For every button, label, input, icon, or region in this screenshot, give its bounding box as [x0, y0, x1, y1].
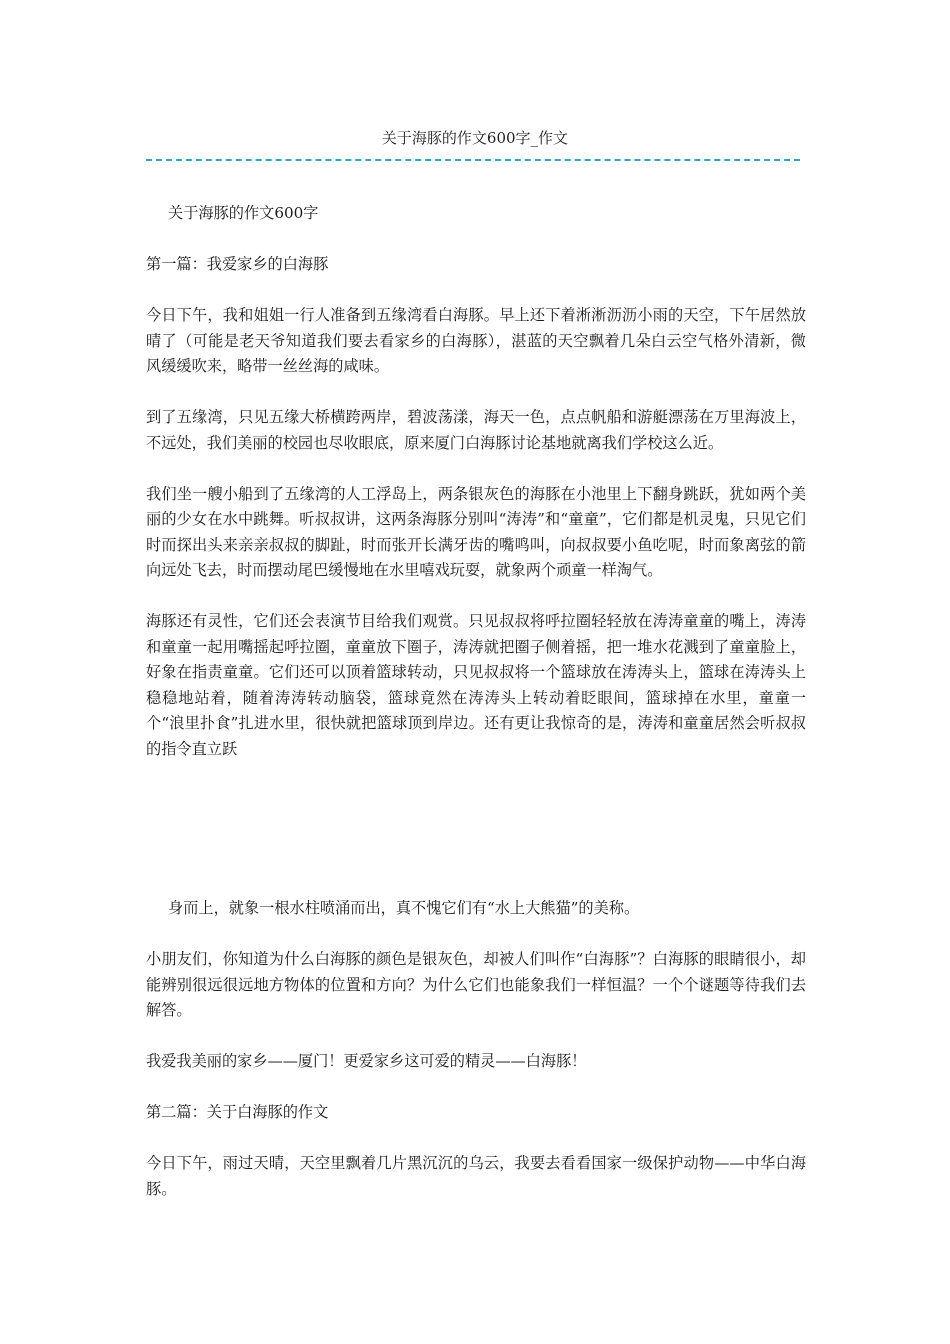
paragraph-7: 我爱我美丽的家乡——厦门！更爱家乡这可爱的精灵——白海豚！	[146, 1052, 587, 1070]
body-block-1	[146, 201, 806, 762]
paragraph-gap	[146, 584, 806, 610]
part2-heading: 第二篇：关于白海豚的作文	[146, 1103, 329, 1121]
document-title: 关于海豚的作文600字_作文	[381, 129, 569, 147]
paragraph-gap	[146, 227, 806, 253]
paragraph-gap	[146, 456, 806, 482]
paragraph-gap	[146, 1126, 806, 1152]
paragraph-gap	[146, 1024, 806, 1050]
body-block-2	[146, 896, 806, 1202]
paragraph-8: 今日下午，雨过天晴，天空里飘着几片黑沉沉的乌云，我要去看看国家一级保护动物——中华白海豚。	[146, 1154, 806, 1198]
section-title: 关于海豚的作文600字	[168, 204, 319, 222]
paragraph-6: 小朋友们，你知道为什么白海豚的颜色是银灰色，却被人们叫作“白海豚”？白海豚的眼睛很小，却能辨别很远很远地方物体的位置和方向？为什么它们也能象我们一样恒温？一个个谜题等待我们去解答。	[146, 950, 806, 1019]
paragraph-gap	[146, 1075, 806, 1101]
paragraph-2: 到了五缘湾，只见五缘大桥横跨两岸，碧波荡漾，海天一色，点点帆船和游艇漂荡在万里海波上，不远处，我们美丽的校园也尽收眼底，原来厦门白海豚讨论基地就离我们学校这么近。	[146, 408, 806, 452]
paragraph-3: 我们坐一艘小船到了五缘湾的人工浮岛上，两条银灰色的海豚在小池里上下翻身跳跃，犹如两个美丽的少女在水中跳舞。听叔叔讲，这两条海豚分别叫“涛涛”和“童童”，它们都是机灵鬼，只见它们时而探出头来亲亲叔叔的脚趾，时而张开长满牙齿的嘴鸣叫，向叔叔要小鱼吃呢，时而象离弦的箭向远处飞去，时而摆动尾巴缓慢地在水里嘻戏玩耍，就象两个顽童一样淘气。	[146, 484, 806, 579]
title-divider	[146, 159, 800, 161]
paragraph-gap	[146, 922, 806, 948]
paragraph-1: 今日下午，我和姐姐一行人准备到五缘湾看白海豚。早上还下着淅淅沥沥小雨的天空，下午居然放晴了（可能是老天爷知道我们要去看家乡的白海豚），湛蓝的天空飘着几朵白云空气格外清新，微风缓缓吹来，略带一丝丝海的咸味。	[146, 306, 806, 375]
paragraph-4: 海豚还有灵性，它们还会表演节目给我们观赏。只见叔叔将呼拉圈轻轻放在涛涛童童的嘴上，涛涛和童童一起用嘴摇起呼拉圈，童童放下圈子，涛涛就把圈子侧着摇，把一堆水花溅到了童童脸上，好象在指责童童。它们还可以顶着篮球转动，只见叔叔将一个篮球放在涛涛头上，篮球在涛涛头上稳稳地站着，随着涛涛转动脑袋，篮球竟然在涛涛头上转动着眨眼间，篮球掉在水里，童童一个“浪里扑食”扎进水里，很快就把篮球顶到岸边。还有更让我惊奇的是，涛涛和童童居然会听叔叔的指令直立跃	[146, 612, 806, 758]
paragraph-gap	[146, 380, 806, 406]
part1-heading: 第一篇：我爱家乡的白海豚	[146, 255, 329, 273]
paragraph-5: 身而上，就象一根水柱喷涌而出，真不愧它们有“水上大熊猫”的美称。	[168, 899, 640, 917]
paragraph-gap	[146, 278, 806, 304]
